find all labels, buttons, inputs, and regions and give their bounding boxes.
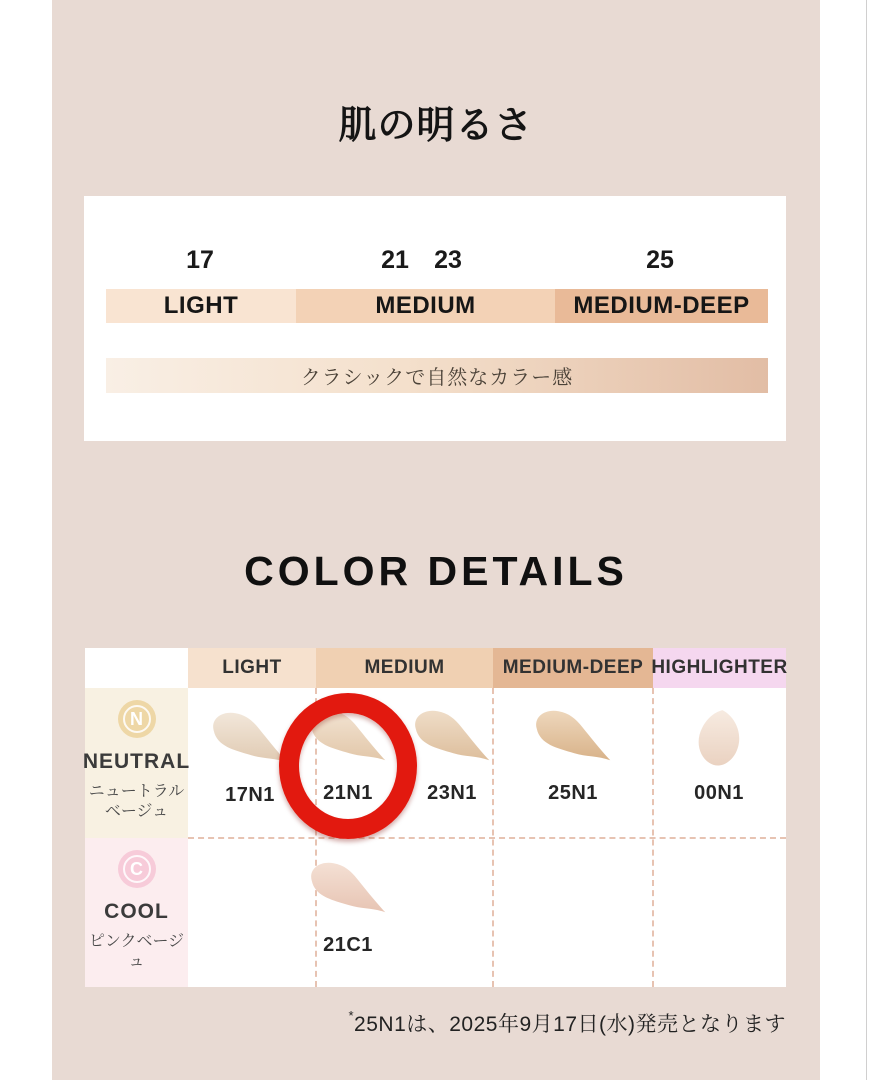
scale-number-23: 23 <box>434 246 462 274</box>
shade-swatch-00n1 <box>671 704 767 805</box>
right-edge-line <box>866 0 867 1080</box>
footnote-text: 25N1は、2025年9月17日(水)発売となります <box>354 1013 786 1036</box>
scale-segment-medium-deep-label: MEDIUM-DEEP <box>573 292 750 319</box>
scale-number-17: 17 <box>186 246 214 274</box>
column-header-medium-deep-label: MEDIUM-DEEP <box>502 657 644 678</box>
cool-badge-icon: C <box>118 850 156 888</box>
page-title: 肌の明るさ <box>338 105 534 147</box>
row-jp-neutral-line1: ニュートラル <box>88 783 185 800</box>
column-header-corner <box>85 648 188 688</box>
column-header-medium-deep <box>493 648 653 688</box>
row-jp-neutral <box>89 782 185 822</box>
smear-icon <box>301 858 396 928</box>
row-jp-cool: ピンクベージュ <box>88 933 185 970</box>
row-label-cool <box>85 838 188 987</box>
scale-segment-medium <box>296 289 555 323</box>
shade-code-23n1: 23N1 <box>427 782 477 804</box>
footnote <box>348 1008 786 1038</box>
scale-segment-medium-deep <box>555 289 768 323</box>
dashed-divider-horizontal <box>188 837 786 839</box>
tagline-gradient-bar <box>106 358 768 393</box>
brightness-scale-bar <box>106 289 768 323</box>
column-header-light-label: LIGHT <box>222 657 282 678</box>
neutral-badge-icon: N <box>118 700 156 738</box>
shade-swatch-23n1 <box>404 706 500 805</box>
smear-icon <box>405 706 500 776</box>
column-header-highlighter-label: HIGHLIGHTER <box>651 657 788 678</box>
shade-code-17n1: 17N1 <box>225 784 275 806</box>
shade-code-21n1: 21N1 <box>323 782 373 804</box>
scale-number-25: 25 <box>646 246 674 274</box>
highlight-ring-21n1 <box>279 693 417 839</box>
shade-swatch-25n1 <box>525 706 621 805</box>
column-header-medium <box>316 648 493 688</box>
row-name-cool: COOL <box>104 900 169 923</box>
tagline-text: クラシックで自然なカラー感 <box>300 367 574 389</box>
column-header-medium-label: MEDIUM <box>364 657 445 678</box>
smear-icon <box>526 706 621 776</box>
petal-icon <box>675 704 763 776</box>
shade-code-25n1: 25N1 <box>548 782 598 804</box>
row-label-neutral <box>82 688 191 838</box>
column-header-light <box>188 648 316 688</box>
color-details-heading: COLOR DETAILS <box>244 548 628 594</box>
scale-number-21: 21 <box>381 246 409 274</box>
column-header-highlighter <box>653 648 786 688</box>
row-jp-neutral-line2: ベージュ <box>104 803 169 820</box>
shade-swatch-21c1 <box>300 858 396 957</box>
scale-segment-light <box>106 289 296 323</box>
brightness-card <box>84 196 786 441</box>
footnote-marker: * <box>348 1008 355 1023</box>
shade-code-00n1: 00N1 <box>694 782 744 804</box>
shade-code-21c1: 21C1 <box>323 934 373 956</box>
scale-segment-light-label: LIGHT <box>163 292 239 319</box>
color-details-table <box>82 648 788 987</box>
scale-segment-medium-label: MEDIUM <box>375 292 476 319</box>
row-name-neutral: NEUTRAL <box>82 750 191 773</box>
